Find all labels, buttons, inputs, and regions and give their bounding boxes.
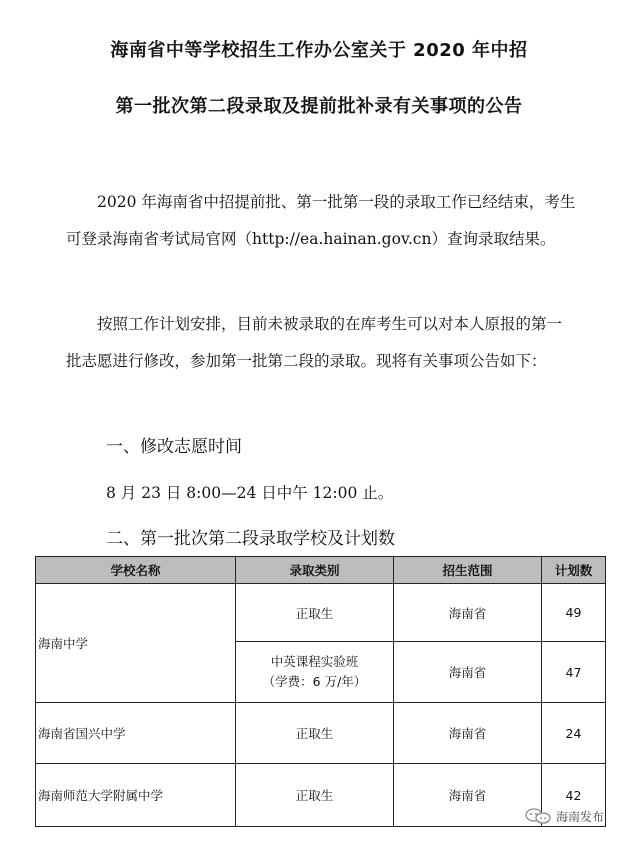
category-cell: 正取生: [236, 584, 394, 642]
wechat-icon: [523, 807, 553, 825]
header-school: 学校名称: [36, 557, 236, 584]
table-row: [36, 584, 606, 642]
school-name-cell: 海南师范大学附属中学: [36, 764, 236, 827]
notice-paragraph: 按照工作计划安排，目前未被录取的在库考生可以对本人原报的第一批志愿进行修改，参加第一批第二段的录取。现将有关事项公告如下：: [66, 315, 563, 370]
section-heading-schools: 二、第一批次第二段录取学校及计划数: [106, 529, 395, 549]
document-title-line-1: 海南省中等学校招生工作办公室关于 2020 年中招: [110, 40, 528, 61]
scope-cell: 海南省: [394, 764, 542, 827]
schools-plan-table: [35, 556, 606, 827]
section-heading-modify-time: 一、修改志愿时间: [106, 437, 242, 457]
table-row: [36, 764, 606, 827]
intro-paragraph: 2020 年海南省中招提前批、第一批第一段的录取工作已经结束，考生可登录海南省考试局官网（http://ea.hainan.gov.cn）查询录取结果。: [66, 193, 576, 248]
category-cell: 正取生: [236, 764, 394, 827]
header-scope: 招生范围: [394, 557, 542, 584]
category-line-2: （学费：6 万/年）: [262, 674, 367, 689]
header-category: 录取类别: [236, 557, 394, 584]
table-header-row: [36, 557, 606, 584]
category-line-1: 中英课程实验班: [270, 654, 359, 669]
modify-time-text: 8 月 23 日 8:00—24 日中午 12:00 止。: [106, 484, 394, 502]
category-cell: [236, 642, 394, 703]
count-cell: 24: [542, 703, 606, 764]
school-name-cell: 海南中学: [36, 584, 236, 703]
header-count: 计划数: [542, 557, 606, 584]
watermark-text: 海南发布: [556, 809, 605, 824]
table-row: [36, 703, 606, 764]
category-cell: 正取生: [236, 703, 394, 764]
scope-cell: 海南省: [394, 703, 542, 764]
scope-cell: 海南省: [394, 584, 542, 642]
source-watermark: [523, 807, 604, 825]
document-title-line-2: 第一批次第二段录取及提前批补录有关事项的公告: [115, 96, 523, 117]
count-cell: 49: [542, 584, 606, 642]
school-name-cell: 海南省国兴中学: [36, 703, 236, 764]
count-cell: 42: [542, 764, 606, 827]
scope-cell: 海南省: [394, 642, 542, 703]
count-cell: 47: [542, 642, 606, 703]
